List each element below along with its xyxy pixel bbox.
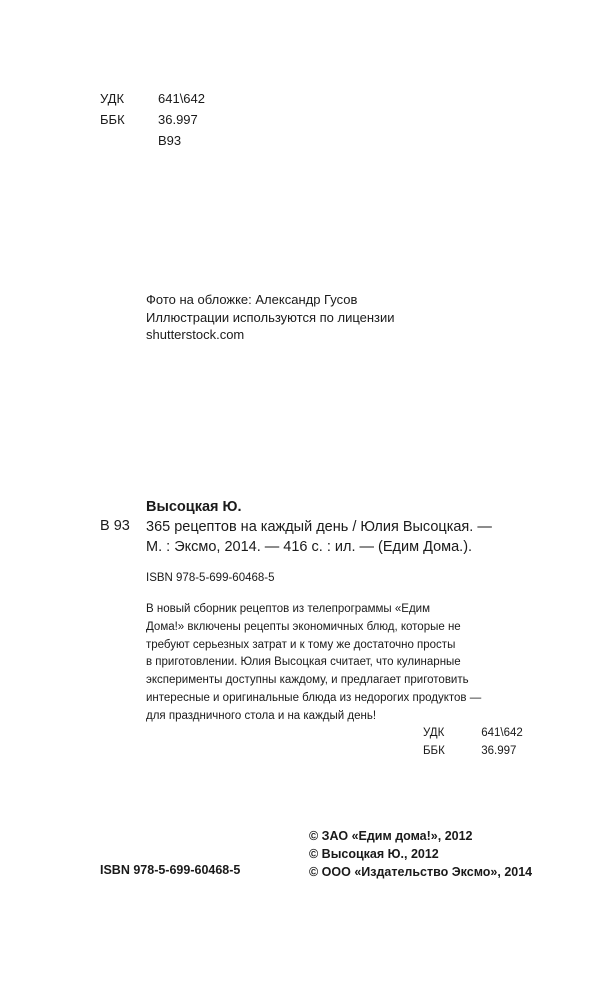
copyright-block <box>309 827 532 881</box>
classification-bottom <box>423 725 523 760</box>
author-mark: В93 <box>158 133 182 148</box>
annotation-line: интересные и оригинальные блюда из недорогих продуктов — <box>146 691 482 704</box>
udk-row <box>100 88 205 109</box>
credits <box>146 291 395 344</box>
udk-label: УДК <box>423 727 445 739</box>
udk-label: УДК <box>100 91 125 106</box>
credit-line: Иллюстрации используются по лицензии <box>146 309 395 325</box>
udk-row <box>423 725 523 743</box>
entry-code: В 93 <box>100 518 130 534</box>
bbk-value: 36.997 <box>158 112 198 127</box>
entry-description <box>146 518 492 557</box>
author-mark-row <box>100 130 205 151</box>
annotation-line: В новый сборник рецептов из телепрограммы «Едим <box>146 603 430 615</box>
credit-line: shutterstock.com <box>146 327 245 342</box>
udk-value: 641\642 <box>481 727 523 739</box>
udk-value: 641\642 <box>158 91 205 106</box>
copyright-line: © Высоцкая Ю., 2012 <box>309 847 439 861</box>
bbk-label: ББК <box>100 112 125 127</box>
bbk-value: 36.997 <box>481 744 517 757</box>
isbn-bottom: ISBN 978-5-699-60468-5 <box>100 863 241 877</box>
annotation-line: Дома!» включены рецепты экономичных блюд, которые не <box>146 620 461 633</box>
entry-line: 365 рецептов на каждый день / Юлия Высоцкая. — <box>146 519 492 535</box>
entry-isbn: ISBN 978-5-699-60468-5 <box>146 572 275 584</box>
annotation-line: эксперименты доступны каждому, и предлагает приготовить <box>146 674 469 687</box>
entry-author: Высоцкая Ю. <box>146 499 242 515</box>
entry-line: М. : Эксмо, 2014. — 416 с. : ил. — (Едим Дома.). <box>146 538 473 555</box>
annotation-line: в приготовлении. Юлия Высоцкая считает, что кулинарные <box>146 656 461 669</box>
copyright-line: © ООО «Издательство Эксмо», 2014 <box>309 865 533 879</box>
bbk-label: ББК <box>423 744 445 757</box>
annotation <box>146 601 506 726</box>
copyright-line: © ЗАО «Едим дома!», 2012 <box>309 829 473 843</box>
credit-line: Фото на обложке: Александр Гусов <box>146 292 358 307</box>
annotation-line: требуют серьезных затрат и к тому же достаточно просты <box>146 638 456 651</box>
bbk-row <box>423 743 523 761</box>
bbk-row <box>100 109 205 130</box>
classification-top <box>100 88 205 151</box>
annotation-line: для праздничного стола и на каждый день! <box>146 709 377 722</box>
